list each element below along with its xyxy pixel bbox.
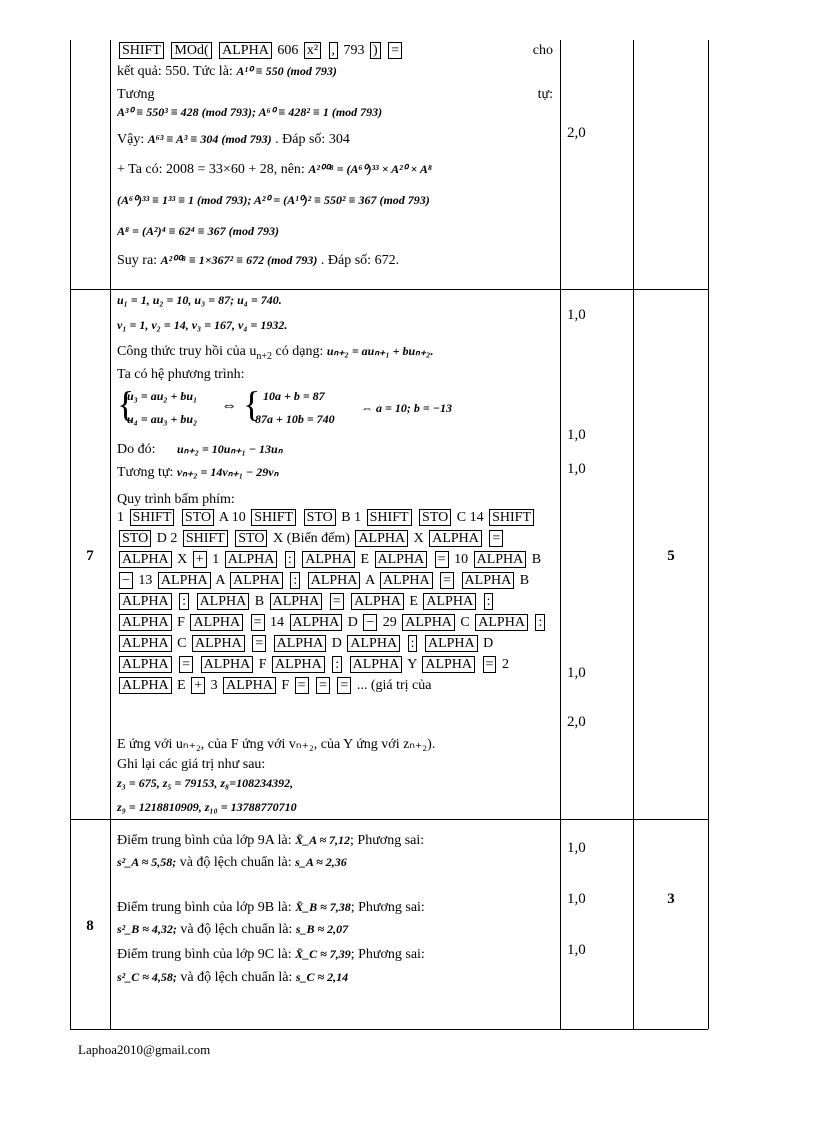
calculator-key: ALPHA: [350, 656, 403, 673]
calculator-key: =: [483, 656, 497, 673]
key-sequence-line: [117, 42, 553, 60]
procedure-token: A: [215, 573, 225, 588]
math-expression: 10a + b = 87: [263, 389, 325, 403]
procedure-token: 13: [138, 573, 153, 588]
math-expression: A²⁰⁰⁸ ≡ 1×367² ≡ 672 (mod 793): [160, 253, 318, 267]
calculator-key: ALPHA: [355, 530, 408, 547]
body-text: ; Phương sai:: [350, 947, 425, 962]
math-expression: (A⁶⁰)³³ ≡ 1³³ ≡ 1 (mod 793); A²⁰ = (A¹⁰)² ≡ 550² ≡ 367 (mod 793): [117, 193, 430, 207]
calculator-key: =: [330, 593, 344, 610]
procedure-token: 14: [469, 510, 484, 525]
key-equals: =: [388, 42, 402, 59]
procedure-token: A: [365, 573, 375, 588]
stats-line: [117, 831, 553, 850]
key-value: 606: [277, 43, 299, 58]
math-expression: A³⁰ ≡ 550³ ≡ 428 (mod 793); A⁶⁰ ≡ 428² ≡ 1 (mod 793): [117, 105, 383, 119]
mean-value: X̄_A ≈ 7,12: [295, 833, 351, 847]
calculator-key: ALPHA: [402, 614, 455, 631]
variance-value: s²_A ≈ 5,58;: [117, 855, 177, 869]
math-expression: u₄ = au₃ + bu₂: [127, 412, 198, 426]
math-line: [117, 222, 553, 241]
mean-value: X̄_C ≈ 7,39: [295, 947, 351, 961]
result-line: [117, 62, 553, 81]
calculator-key: ALPHA: [197, 593, 250, 610]
table-border-right: [708, 40, 709, 1029]
calculator-key: ALPHA: [225, 551, 278, 568]
variance-value: s²_C ≈ 4,58;: [117, 970, 177, 984]
calculator-key: ALPHA: [274, 635, 327, 652]
calculator-key: ALPHA: [223, 677, 276, 694]
calculator-key: :: [535, 614, 545, 631]
column-divider: [633, 40, 634, 1029]
body-text: có dạng:: [272, 344, 324, 359]
score-cell: 2,0: [567, 125, 586, 141]
calculator-key: =: [251, 614, 265, 631]
calculator-key: =: [295, 677, 309, 694]
key-comma: ,: [329, 42, 339, 59]
score-cell: 1,0: [567, 427, 586, 443]
procedure-token: F: [258, 657, 267, 672]
score-cell: 1,0: [567, 942, 586, 958]
calculator-key: STO: [235, 530, 267, 547]
score-cell: 1,0: [567, 307, 586, 323]
procedure-token: X: [413, 531, 424, 546]
body-text: Tương tự:: [117, 465, 174, 480]
note-text: Ghi lại các giá trị như sau:: [117, 757, 266, 772]
math-expression: z₉ = 1218810909, z₁₀ = 13788770710: [117, 800, 297, 814]
calculator-key: =: [435, 551, 449, 568]
procedure-token: A: [218, 510, 229, 525]
equation-system: [117, 384, 553, 432]
calculator-key: ALPHA: [423, 593, 476, 610]
procedure-token: 2: [170, 531, 178, 546]
procedure-token: B: [531, 552, 542, 567]
procedure-token: B: [519, 573, 530, 588]
calculator-key: :: [290, 572, 300, 589]
stats-line: [117, 968, 553, 987]
calculator-key: ALPHA: [158, 572, 211, 589]
procedure-token: ... (giá trị của: [356, 678, 432, 693]
procedure-token: Y: [407, 657, 417, 672]
calculator-key: ALPHA: [380, 572, 433, 589]
sd-value: s_C ≈ 2,14: [295, 970, 349, 984]
score-cell: 1,0: [567, 891, 586, 907]
key-procedure: [117, 507, 553, 737]
body-text: Suy ra:: [117, 253, 158, 268]
calculator-key: ALPHA: [119, 677, 172, 694]
key-alpha: ALPHA: [219, 42, 272, 59]
subscript: n+2: [256, 350, 273, 362]
body-text: Do đó:: [117, 442, 156, 457]
question-number: 8: [86, 918, 94, 934]
calculator-key: =: [316, 677, 330, 694]
calculator-key: ALPHA: [302, 551, 355, 568]
math-expression: u₃ = au₂ + bu₁: [127, 389, 198, 403]
math-line: [117, 191, 553, 210]
total-score: 3: [667, 891, 675, 907]
procedure-token: X: [272, 531, 284, 546]
procedure-token: 29: [382, 615, 397, 630]
stats-line: [117, 945, 553, 964]
calculator-key: ALPHA: [429, 530, 482, 547]
procedure-token: 2: [501, 657, 509, 672]
body-text: Điểm trung bình của lớp 9C là:: [117, 947, 292, 962]
line-end-text: cho: [532, 43, 553, 58]
calculator-key: ALPHA: [270, 593, 323, 610]
column-divider: [110, 40, 111, 1029]
math-expression: ⇔ a = 10; b = −13: [361, 401, 452, 415]
calculator-key: ALPHA: [347, 635, 400, 652]
procedure-token: 1: [212, 552, 220, 567]
table-border-left: [70, 40, 71, 1029]
calculator-key: ALPHA: [308, 572, 361, 589]
procedure-token: (Biến đếm): [286, 531, 350, 546]
calculator-key: :: [332, 656, 342, 673]
z-values-line: [117, 775, 553, 791]
math-line: [117, 317, 553, 333]
row-divider: [70, 289, 708, 290]
similarly-line: [117, 86, 553, 104]
score-cell: 1,0: [567, 840, 586, 856]
math-expression: 87a + 10b = 740: [255, 412, 335, 426]
body-text: tự:: [537, 87, 553, 102]
brace-symbol: {: [243, 384, 261, 424]
calculator-key: +: [191, 677, 205, 694]
calculator-key: ALPHA: [119, 593, 172, 610]
calculator-key: ALPHA: [425, 635, 478, 652]
math-expression: z₃ = 675, z₅ = 79153, z₈=108234392,: [117, 776, 294, 790]
footer-email: Laphoa2010@gmail.com: [78, 1042, 211, 1057]
body-text: và độ lệch chuẩn là:: [176, 922, 293, 937]
math-expression: A¹⁰ ≡ 550 (mod 793): [236, 64, 337, 78]
body-text: và độ lệch chuẩn là:: [176, 855, 292, 870]
system-title: Ta có hệ phương trình:: [117, 367, 245, 382]
variance-value: s²_B ≈ 4,32;: [117, 922, 177, 936]
calculator-key: ALPHA: [474, 551, 527, 568]
key-mod: MOd(: [171, 42, 211, 59]
math-expression: A⁸ = (A²)⁴ ≡ 62⁴ ≡ 367 (mod 793): [117, 224, 279, 238]
key-square: x²: [304, 42, 321, 59]
body-text: kết quả: 550. Tức là:: [117, 64, 233, 79]
body-text: + Ta có: 2008 = 33×60 + 28, nên:: [117, 162, 305, 177]
math-expression: A⁶³ ≡ A³ ≡ 304 (mod 793): [147, 132, 272, 146]
procedure-token: 1: [354, 510, 362, 525]
procedure-token: F: [177, 615, 185, 630]
procedure-token: B: [254, 594, 265, 609]
procedure-title: Quy trình bấm phím:: [117, 492, 235, 507]
body-text: Điểm trung bình của lớp 9A là:: [117, 833, 292, 848]
score-cell: 2,0: [567, 714, 586, 730]
calculator-key: ALPHA: [462, 572, 515, 589]
calculator-key: SHIFT: [130, 509, 175, 526]
calculator-key: ALPHA: [119, 656, 172, 673]
calculator-key: SHIFT: [489, 509, 534, 526]
body-text: ; Phương sai:: [350, 833, 425, 848]
calculator-key: =: [179, 656, 193, 673]
calculator-key: −: [363, 614, 377, 631]
body-text: . Đáp số: 672.: [320, 253, 400, 268]
calculator-key: ALPHA: [230, 572, 283, 589]
body-text: Điểm trung bình của lớp 9B là:: [117, 900, 292, 915]
calculator-key: STO: [182, 509, 214, 526]
calculator-key: ALPHA: [475, 614, 528, 631]
calculator-key: STO: [119, 530, 151, 547]
similarly-line: [117, 463, 553, 482]
sd-value: s_A ≈ 2,36: [295, 855, 347, 869]
math-expression: vₙ₊₂ = 14vₙ₊₁ − 29vₙ: [176, 465, 279, 479]
calculator-key: =: [337, 677, 351, 694]
answer-line: [117, 251, 553, 270]
mean-value: X̄_B ≈ 7,38: [295, 900, 351, 914]
brace-symbol: {: [117, 384, 135, 424]
calculator-key: :: [285, 551, 295, 568]
calculator-key: ALPHA: [290, 614, 343, 631]
math-line: [117, 292, 553, 308]
math-line: [117, 160, 553, 179]
math-expression: u₁ = 1, u₂ = 10, u₃ = 87; u₄ = 740.: [117, 293, 282, 307]
procedure-tail: E ứng với uₙ₊₂, của F ứng với vₙ₊₂, của Y ứng với zₙ₊₂).: [117, 737, 436, 752]
answer-line: [117, 130, 553, 149]
math-expression: v₁ = 1, v₂ = 14, v₃ = 167, v₄ = 1932.: [117, 318, 288, 332]
procedure-token: D: [347, 615, 358, 630]
score-cell: 1,0: [567, 461, 586, 477]
calculator-key: ALPHA: [272, 656, 325, 673]
calculator-key: STO: [304, 509, 336, 526]
calculator-key: ALPHA: [192, 635, 245, 652]
procedure-token: E: [409, 594, 418, 609]
procedure-token: 14: [270, 615, 285, 630]
math-line: [117, 103, 553, 122]
calculator-key: ALPHA: [375, 551, 428, 568]
body-text: và độ lệch chuẩn là:: [176, 970, 293, 985]
procedure-token: 1: [117, 510, 124, 525]
calculator-key: ALPHA: [119, 635, 172, 652]
procedure-token: D: [483, 636, 494, 651]
score-cell: 1,0: [567, 665, 586, 681]
procedure-token: C: [460, 615, 470, 630]
calculator-key: ALPHA: [422, 656, 475, 673]
calculator-key: ALPHA: [351, 593, 404, 610]
calculator-key: SHIFT: [183, 530, 228, 547]
math-expression: uₙ₊₂ = auₙ₊₁ + buₙ₊₂.: [326, 344, 434, 358]
procedure-token: C: [456, 510, 467, 525]
procedure-token: F: [281, 678, 290, 693]
therefore-line: [117, 440, 553, 459]
procedure-token: C: [177, 636, 187, 651]
total-score: 5: [667, 548, 675, 564]
key-shift: SHIFT: [119, 42, 164, 59]
procedure-token: B: [341, 510, 351, 525]
procedure-token: D: [331, 636, 342, 651]
calculator-key: :: [484, 593, 494, 610]
table-border-bottom: [70, 1029, 708, 1030]
calculator-key: =: [252, 635, 266, 652]
recurrence-line: [117, 342, 553, 366]
calculator-key: ALPHA: [119, 551, 172, 568]
calculator-key: ALPHA: [190, 614, 243, 631]
key-value: 793: [343, 43, 365, 58]
calculator-key: :: [179, 593, 189, 610]
row-divider: [70, 819, 708, 820]
calculator-key: STO: [419, 509, 451, 526]
procedure-token: 3: [210, 678, 218, 693]
calculator-key: ALPHA: [201, 656, 254, 673]
stats-line: [117, 898, 553, 917]
calculator-key: +: [193, 551, 207, 568]
body-text: . Đáp số: 304: [275, 132, 350, 147]
procedure-token: 10: [454, 552, 469, 567]
procedure-token: 10: [231, 510, 246, 525]
stats-line: [117, 920, 553, 939]
column-divider: [560, 40, 561, 1029]
calculator-key: SHIFT: [251, 509, 296, 526]
body-text: ; Phương sai:: [350, 900, 425, 915]
sd-value: s_B ≈ 2,07: [295, 922, 349, 936]
question-number: 7: [86, 548, 94, 564]
calculator-key: =: [489, 530, 503, 547]
calculator-key: −: [119, 572, 133, 589]
procedure-token: X: [177, 552, 188, 567]
calculator-key: ALPHA: [119, 614, 172, 631]
procedure-token: E: [360, 552, 369, 567]
stats-line: [117, 853, 553, 872]
calculator-key: :: [408, 635, 418, 652]
math-expression: A²⁰⁰⁸ = (A⁶⁰)³³ × A²⁰ × A⁸: [308, 162, 433, 176]
equivalence-arrow: ⇔: [221, 397, 237, 414]
procedure-token: E: [177, 678, 186, 693]
body-text: Vậy:: [117, 132, 145, 147]
calculator-key: SHIFT: [367, 509, 412, 526]
math-expression: uₙ₊₂ = 10uₙ₊₁ − 13uₙ: [177, 442, 283, 456]
key-close-paren: ): [370, 42, 381, 59]
procedure-token: D: [156, 531, 167, 546]
body-text: Công thức truy hồi của u: [117, 344, 257, 359]
z-values-line: [117, 799, 553, 815]
body-text: Tương: [117, 87, 155, 102]
calculator-key: =: [440, 572, 454, 589]
